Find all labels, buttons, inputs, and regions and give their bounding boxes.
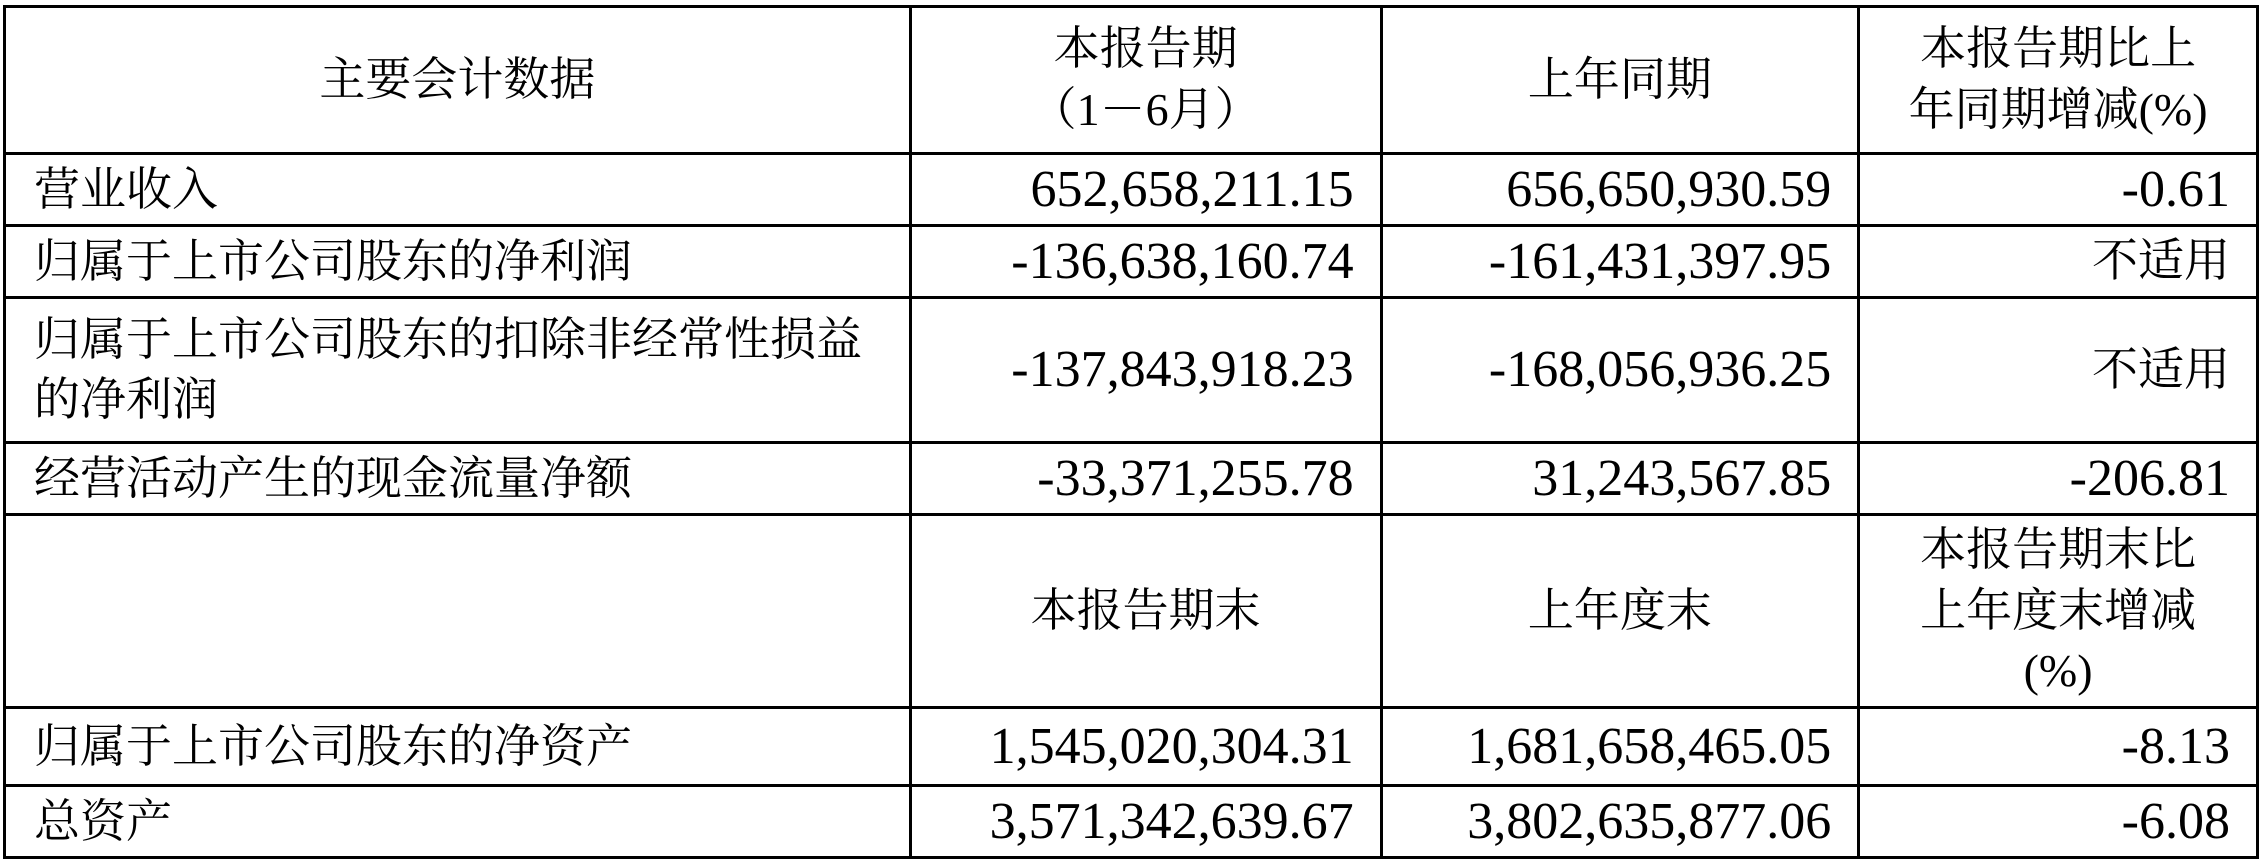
header-current-period-end xyxy=(910,515,1381,708)
header-current-period-line2: （1－6月） xyxy=(1030,84,1261,135)
value-prior: -168,056,936.25 xyxy=(1381,298,1859,443)
table-row-operating-revenue xyxy=(5,154,2258,226)
header-current-period-end-text: 本报告期末 xyxy=(1030,584,1261,636)
row-label: 归属于上市公司股东的扣除非经常性损益的净利润 xyxy=(5,298,911,443)
table-row-total-assets xyxy=(5,786,2258,858)
row-label: 经营活动产生的现金流量净额 xyxy=(5,443,911,515)
value-change: -8.13 xyxy=(1859,708,2258,786)
value-change: 不适用 xyxy=(1859,226,2258,298)
header-main-accounting-data xyxy=(5,7,911,154)
header-prior-year-end xyxy=(1381,515,1859,708)
row-label: 归属于上市公司股东的净资产 xyxy=(5,708,911,786)
value-change: 不适用 xyxy=(1859,298,2258,443)
header-row-period xyxy=(5,7,2258,154)
header-end-blank xyxy=(5,515,911,708)
table-row-net-profit xyxy=(5,226,2258,298)
header-prior-year-end-text: 上年度末 xyxy=(1527,584,1712,636)
value-current: 1,545,020,304.31 xyxy=(910,708,1381,786)
header-current-period-line1: 本报告期 xyxy=(1053,23,1238,75)
value-prior: 1,681,658,465.05 xyxy=(1381,708,1859,786)
header-main-accounting-data-text: 主要会计数据 xyxy=(319,53,596,105)
table-row-net-profit-excl-nonrecurring xyxy=(5,298,2258,443)
value-prior: 31,243,567.85 xyxy=(1381,443,1859,515)
value-current: 3,571,342,639.67 xyxy=(910,786,1381,858)
value-change: -6.08 xyxy=(1859,786,2258,858)
value-current: -33,371,255.78 xyxy=(910,443,1381,515)
value-current: -136,638,160.74 xyxy=(910,226,1381,298)
header-period-change xyxy=(1859,7,2258,154)
header-end-change xyxy=(1859,515,2258,708)
value-current: 652,658,211.15 xyxy=(910,154,1381,226)
table-row-net-assets xyxy=(5,708,2258,786)
value-change: -206.81 xyxy=(1859,443,2258,515)
row-label: 营业收入 xyxy=(5,154,911,226)
header-current-period xyxy=(910,7,1381,154)
row-label: 总资产 xyxy=(5,786,911,858)
header-period-change-line2: 年同期增减(%) xyxy=(1908,84,2208,135)
header-period-change-line1: 本报告期比上 xyxy=(1920,23,2197,75)
row-label: 归属于上市公司股东的净利润 xyxy=(5,226,911,298)
header-end-change-line3: (%) xyxy=(2023,645,2093,697)
value-prior: 3,802,635,877.06 xyxy=(1381,786,1859,858)
value-prior: -161,431,397.95 xyxy=(1381,226,1859,298)
value-prior: 656,650,930.59 xyxy=(1381,154,1859,226)
value-current: -137,843,918.23 xyxy=(910,298,1381,443)
header-row-period-end xyxy=(5,515,2258,708)
header-prior-period xyxy=(1381,7,1859,154)
header-end-change-line1: 本报告期末比 xyxy=(1920,523,2197,575)
header-end-change-line2: 上年度末增减 xyxy=(1920,584,2197,636)
financial-summary-table xyxy=(3,5,2259,859)
table-row-operating-cash-flow xyxy=(5,443,2258,515)
value-change: -0.61 xyxy=(1859,154,2258,226)
header-prior-period-text: 上年同期 xyxy=(1527,53,1712,105)
